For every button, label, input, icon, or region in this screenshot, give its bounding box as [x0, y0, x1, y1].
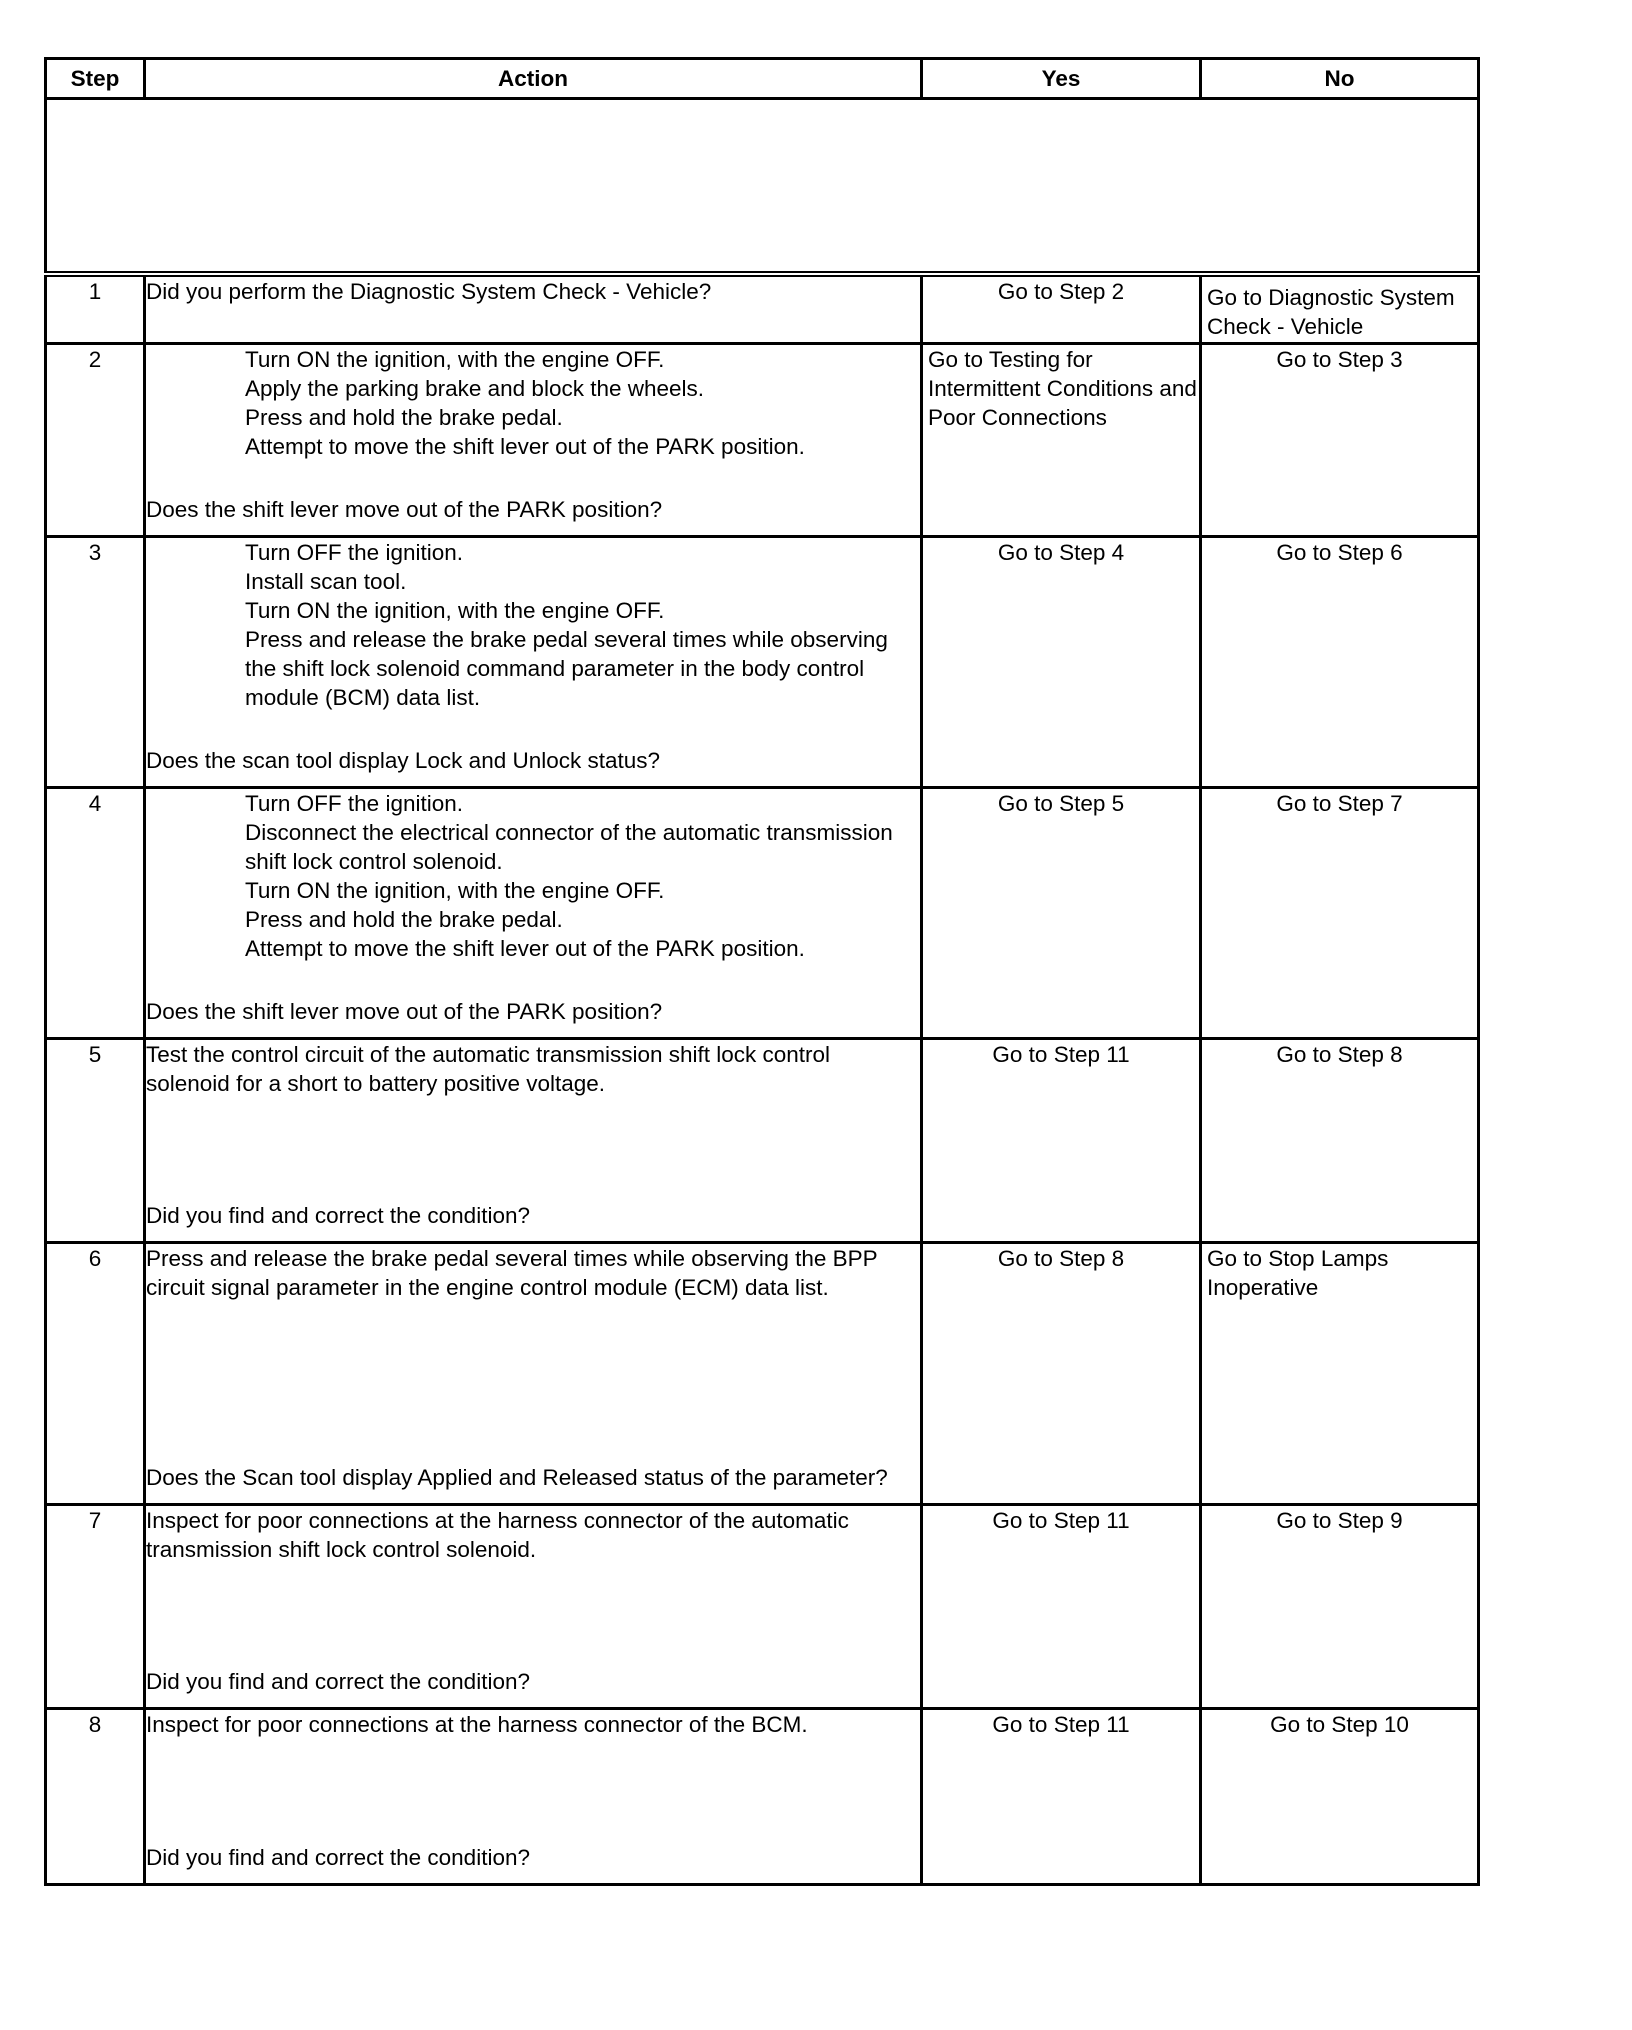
- no-result: Go to Diagnostic System Check - Vehicle: [1201, 274, 1479, 344]
- no-result: Go to Step 9: [1201, 1505, 1479, 1709]
- table-body: [46, 99, 1479, 1885]
- action-steps-list: [146, 538, 920, 712]
- action-intro-text: Test the control circuit of the automatic transmission shift lock control solenoid for a short to battery positive voltage.: [146, 1042, 831, 1096]
- action-step-item: Turn OFF the ignition.: [245, 540, 464, 565]
- table-row: [46, 344, 1479, 537]
- yes-result: Go to Step 4: [922, 537, 1201, 788]
- action-step-item: Turn ON the ignition, with the engine OFF.: [245, 598, 665, 623]
- action-question: Does the scan tool display Lock and Unlock status?: [146, 748, 661, 773]
- action-cell: [145, 1243, 922, 1505]
- yes-result: Go to Step 11: [922, 1709, 1201, 1885]
- table-header-row: [46, 59, 1479, 99]
- step-number: 6: [46, 1243, 145, 1505]
- header-step: Step: [46, 59, 145, 99]
- action-step-item: Turn ON the ignition, with the engine OFF.: [245, 878, 665, 903]
- step-number: 3: [46, 537, 145, 788]
- step-number: 1: [46, 274, 145, 344]
- yes-result: Go to Step 11: [922, 1039, 1201, 1243]
- action-step-item: Turn ON the ignition, with the engine OFF.: [245, 347, 665, 372]
- action-content: [146, 1040, 920, 1230]
- action-intro-text: Press and release the brake pedal several times while observing the BPP circuit signal parameter in the engine control module (ECM) data list.: [146, 1246, 878, 1300]
- action-top: [146, 1506, 920, 1564]
- action-content: [146, 1710, 920, 1872]
- action-step-item: Apply the parking brake and block the wheels.: [245, 376, 705, 401]
- table-row: [46, 274, 1479, 344]
- action-cell: [145, 1039, 922, 1243]
- action-top: [146, 345, 920, 461]
- no-result: Go to Step 8: [1201, 1039, 1479, 1243]
- table-row: [46, 1709, 1479, 1885]
- action-content: [146, 538, 920, 775]
- yes-result: Go to Testing for Intermittent Conditions and Poor Connections: [922, 344, 1201, 537]
- action-intro-text: Inspect for poor connections at the harness connector of the BCM.: [146, 1712, 808, 1737]
- action-cell: [145, 788, 922, 1039]
- action-content: [146, 1506, 920, 1696]
- action-question: Did you find and correct the condition?: [146, 1203, 530, 1228]
- no-result: Go to Stop Lamps Inoperative: [1201, 1243, 1479, 1505]
- action-question: Does the shift lever move out of the PARK position?: [146, 497, 663, 522]
- yes-result: Go to Step 8: [922, 1243, 1201, 1505]
- header-action: Action: [145, 59, 922, 99]
- action-intro-text: Inspect for poor connections at the harness connector of the automatic transmission shift lock control solenoid.: [146, 1508, 849, 1562]
- step-number: 8: [46, 1709, 145, 1885]
- diagnostic-table: [44, 57, 1480, 1886]
- yes-result: Go to Step 11: [922, 1505, 1201, 1709]
- blank-cell: [46, 99, 1479, 275]
- action-content: [146, 1244, 920, 1492]
- action-question: Did you find and correct the condition?: [146, 1845, 530, 1870]
- header-no: No: [1201, 59, 1479, 99]
- action-step-item: Press and release the brake pedal several times while observing the shift lock solenoid command parameter in the body control module (BCM) data list.: [245, 627, 888, 710]
- action-step-item: Press and hold the brake pedal.: [245, 907, 563, 932]
- action-cell: [145, 1505, 922, 1709]
- action-cell: [145, 1709, 922, 1885]
- action-top: [146, 1040, 920, 1098]
- action-step-item: Turn OFF the ignition.: [245, 791, 464, 816]
- no-result: Go to Step 3: [1201, 344, 1479, 537]
- step-number: 7: [46, 1505, 145, 1709]
- action-content: [146, 345, 920, 524]
- action-intro-text: Did you perform the Diagnostic System Check - Vehicle?: [146, 279, 712, 304]
- action-content: [146, 277, 920, 331]
- action-cell: [145, 274, 922, 344]
- action-content: [146, 789, 920, 1026]
- action-step-item: Press and hold the brake pedal.: [245, 405, 563, 430]
- blank-row: [46, 99, 1479, 275]
- step-number: 4: [46, 788, 145, 1039]
- no-result: Go to Step 6: [1201, 537, 1479, 788]
- yes-result: Go to Step 2: [922, 274, 1201, 344]
- action-top: [146, 1244, 920, 1302]
- action-steps-list: [146, 345, 920, 461]
- action-cell: [145, 344, 922, 537]
- step-number: 2: [46, 344, 145, 537]
- action-question: Does the Scan tool display Applied and Released status of the parameter?: [146, 1465, 888, 1490]
- action-cell: [145, 537, 922, 788]
- step-number: 5: [46, 1039, 145, 1243]
- action-steps-list: [146, 789, 920, 963]
- action-top: [146, 789, 920, 963]
- action-step-item: Attempt to move the shift lever out of the PARK position.: [245, 936, 805, 961]
- table-row: [46, 537, 1479, 788]
- table-row: [46, 788, 1479, 1039]
- table-row: [46, 1243, 1479, 1505]
- no-result: Go to Step 7: [1201, 788, 1479, 1039]
- action-top: [146, 1710, 920, 1739]
- action-step-item: Install scan tool.: [245, 569, 407, 594]
- action-top: [146, 538, 920, 712]
- header-yes: Yes: [922, 59, 1201, 99]
- no-result: Go to Step 10: [1201, 1709, 1479, 1885]
- yes-result: Go to Step 5: [922, 788, 1201, 1039]
- table-row: [46, 1505, 1479, 1709]
- action-step-item: Disconnect the electrical connector of the automatic transmission shift lock control solenoid.: [245, 820, 893, 874]
- action-question: Did you find and correct the condition?: [146, 1669, 530, 1694]
- action-step-item: Attempt to move the shift lever out of the PARK position.: [245, 434, 805, 459]
- table-row: [46, 1039, 1479, 1243]
- action-question: Does the shift lever move out of the PARK position?: [146, 999, 663, 1024]
- action-top: [146, 277, 920, 306]
